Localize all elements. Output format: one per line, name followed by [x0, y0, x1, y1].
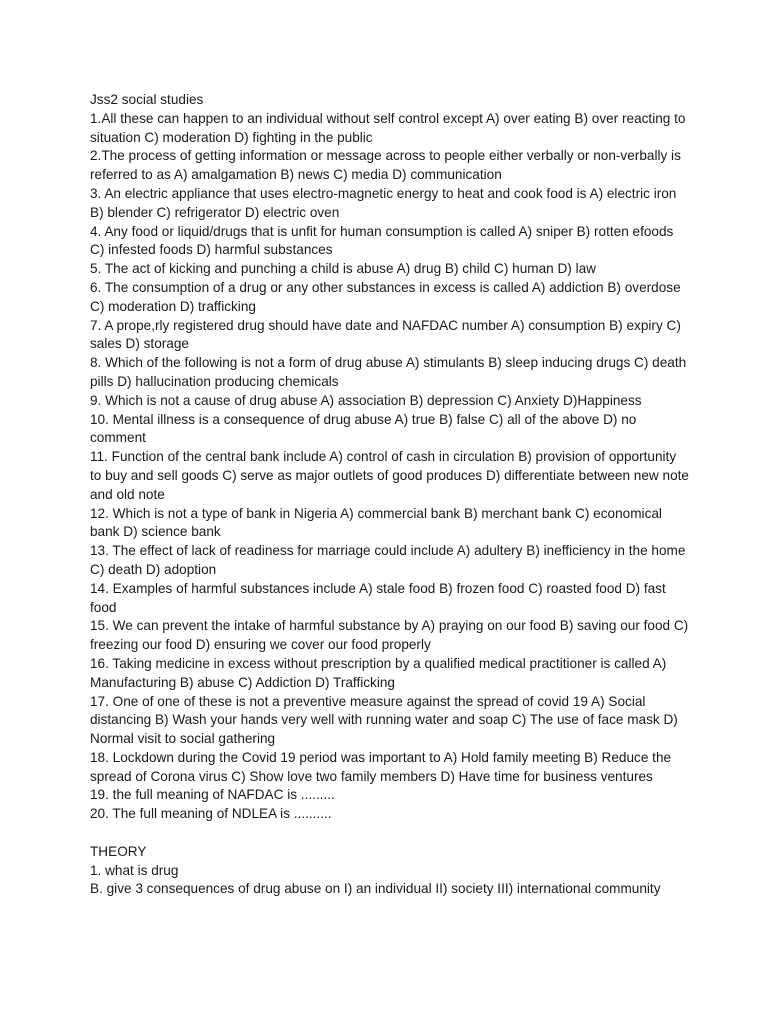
question-4: 4. Any food or liquid/drugs that is unfit for human consumption is called A) sniper B) rotten efoods C) infested foods D) harmful substances [90, 223, 674, 258]
theory-heading: THEORY [90, 843, 147, 859]
question-14: 14. Examples of harmful substances include A) stale food B) frozen food C) roasted food D) fast food [90, 580, 666, 615]
question-16: 16. Taking medicine in excess without prescription by a qualified medical practitioner is called A) Manufacturing B) abuse C) Addiction D) Trafficking [90, 655, 667, 690]
question-9: 9. Which is not a cause of drug abuse A) association B) depression C) Anxiety D)Happiness [90, 392, 642, 408]
question-13: 13. The effect of lack of readiness for marriage could include A) adultery B) inefficiency in the home C) death D) adoption [90, 543, 686, 577]
question-12: 12. Which is not a type of bank in Nigeria A) commercial bank B) merchant bank C) economical bank D) science bank [90, 505, 662, 540]
question-2: 2.The process of getting information or message across to people either verbally or non-verbally is referred to as A) amalgamation B) news C) media D) communication [90, 148, 681, 183]
question-17: 17. One of one of these is not a preventive measure against the spread of covid 19 A) Social distancing B) Wash your hands very well with running water and soap C) The use of face mask D) Normal visit to social gathering [90, 693, 678, 747]
document-page [90, 91, 690, 899]
objective-questions [90, 110, 690, 824]
question-19: 19. the full meaning of NAFDAC is ......... [90, 787, 335, 803]
question-11: 11. Function of the central bank include A) control of cash in circulation B) provision of opportunity to buy and sell goods C) serve as major outlets of good produces D) differentiate between new note and old note [90, 449, 689, 502]
question-7: 7. A prope,rly registered drug should have date and NAFDAC number A) consumption B) expiry C) sales D) storage [90, 317, 681, 352]
question-1: 1.All these can happen to an individual without self control except A) over eating B) over reacting to situation C) moderation D) fighting in the public [90, 110, 686, 145]
question-8: 8. Which of the following is not a form of drug abuse A) stimulants B) sleep inducing drugs C) death pills D) hallucination producing chemicals [90, 355, 687, 389]
question-20: 20. The full meaning of NDLEA is .......... [90, 806, 332, 822]
question-18: 18. Lockdown during the Covid 19 period was important to A) Hold family meeting B) Reduce the spread of Corona virus C) Show love two family members D) Have time for business ventures [90, 749, 672, 784]
question-15: 15. We can prevent the intake of harmful substance by A) praying on our food B) saving our food C) freezing our food D) ensuring we cover our food properly [90, 618, 689, 653]
question-3: 3. An electric appliance that uses electro-magnetic energy to heat and cook food is A) electric iron B) blender C) refrigerator D) electric oven [90, 185, 677, 220]
question-6: 6. The consumption of a drug or any other substances in excess is called A) addiction B) overdose C) moderation D) trafficking [90, 279, 681, 314]
section-spacer [90, 824, 690, 843]
question-10: 10. Mental illness is a consequence of drug abuse A) true B) false C) all of the above D) no comment [90, 411, 637, 446]
document-title: Jss2 social studies [90, 92, 204, 107]
theory-question-1: 1. what is drug [90, 862, 179, 878]
theory-questions [90, 862, 690, 900]
question-5: 5. The act of kicking and punching a child is abuse A) drug B) child C) human D) law [90, 261, 597, 277]
theory-question-1b: B. give 3 consequences of drug abuse on I) an individual II) society III) international community [90, 881, 661, 897]
